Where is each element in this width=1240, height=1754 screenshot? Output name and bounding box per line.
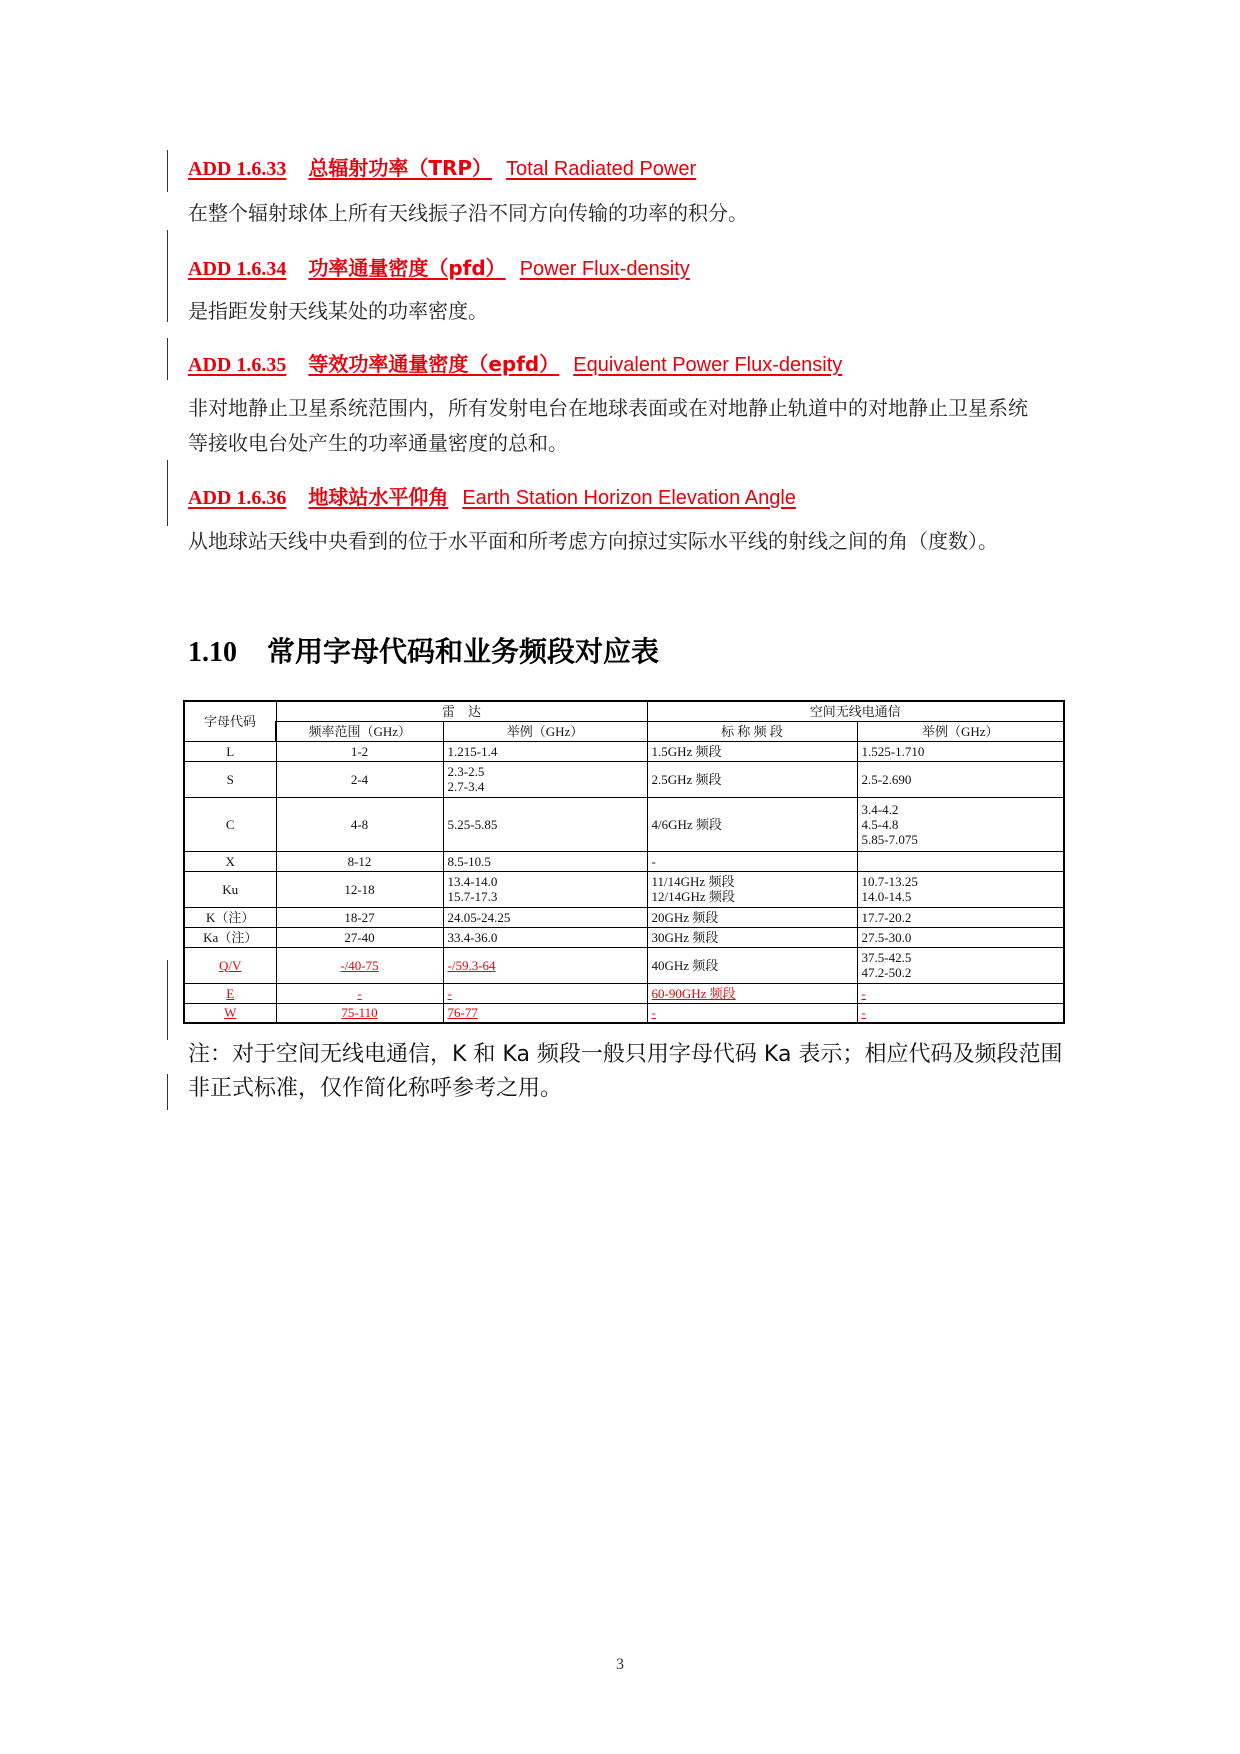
header-space: 空间无线电通信 <box>647 701 1064 721</box>
band-table <box>183 700 1065 1024</box>
header-radar-range: 频率范围（GHz） <box>276 721 443 741</box>
table-row: K（注） 18-27 24.05-24.25 20GHz 频段 17.7-20.2 <box>184 907 1064 927</box>
revision-bar <box>167 338 168 380</box>
header-space-example: 举例（GHz） <box>857 721 1064 741</box>
entry-description: 从地球站天线中央看到的位于水平面和所考虑方向掠过实际水平线的射线之间的角（度数）。 <box>188 529 998 553</box>
entry-description: 是指距发射天线某处的功率密度。 <box>188 299 488 323</box>
revision-bar <box>167 1074 168 1110</box>
entry-heading-1-6-34: ADD 1.6.34 功率通量密度（pfd） Power Flux-density <box>188 256 690 280</box>
table-row: Ka（注） 27-40 33.4-36.0 30GHz 频段 27.5-30.0 <box>184 927 1064 947</box>
table-row: L 1-2 1.215-1.4 1.5GHz 频段 1.525-1.710 <box>184 741 1064 761</box>
table-row: E - - 60-90GHz 频段 - <box>184 983 1064 1003</box>
entry-heading-1-6-33: ADD 1.6.33 总辐射功率（TRP） Total Radiated Power <box>188 156 697 180</box>
page-number: 3 <box>616 1656 624 1673</box>
header-radar-example: 举例（GHz） <box>443 721 647 741</box>
entry-description: 在整个辐射球体上所有天线振子沿不同方向传输的功率的积分。 <box>188 201 748 225</box>
entry-heading-1-6-36: ADD 1.6.36 地球站水平仰角 Earth Station Horizon Elevation Angle <box>188 485 796 509</box>
entry-heading-1-6-35: ADD 1.6.35 等效功率通量密度（epfd） Equivalent Power Flux-density <box>188 352 843 376</box>
table-row: W 75-110 76-77 - - <box>184 1003 1064 1023</box>
entry-description: 非对地静止卫星系统范围内，所有发射电台在地球表面或在对地静止轨道中的对地静止卫星系统等接收电台处产生的功率通量密度的总和。 <box>188 396 1028 455</box>
revision-bar <box>167 460 168 526</box>
revision-bar <box>167 150 168 192</box>
table-row: X 8-12 8.5-10.5 - <box>184 851 1064 871</box>
table-row: Q/V -/40-75 -/59.3-64 40GHz 频段 37.5-42.5 47.2-50.2 <box>184 947 1064 983</box>
revision-bar <box>167 230 168 322</box>
table-row: Ku 12-18 13.4-14.0 15.7-17.3 11/14GHz 频段 12/14GHz 频段 10.7-13.25 14.0-14.5 <box>184 871 1064 907</box>
table-row: S 2-4 2.3-2.5 2.7-3.4 2.5GHz 频段 2.5-2.690 <box>184 761 1064 797</box>
header-space-band: 标 称 频 段 <box>647 721 857 741</box>
table-row: C 4-8 5.25-5.85 4/6GHz 频段 3.4-4.2 4.5-4.8 5.85-7.075 <box>184 797 1064 851</box>
header-letter-code: 字母代码 <box>184 701 276 741</box>
section-heading: 1.10 常用字母代码和业务频段对应表 <box>188 635 660 668</box>
header-radar: 雷 达 <box>276 701 647 721</box>
revision-bar <box>167 960 168 1040</box>
table-note: 注：对于空间无线电通信，K 和 Ka 频段一般只用字母代码 Ka 表示；相应代码及频段范围非正式标准，仅作简化称呼参考之用。 <box>188 1042 1063 1101</box>
